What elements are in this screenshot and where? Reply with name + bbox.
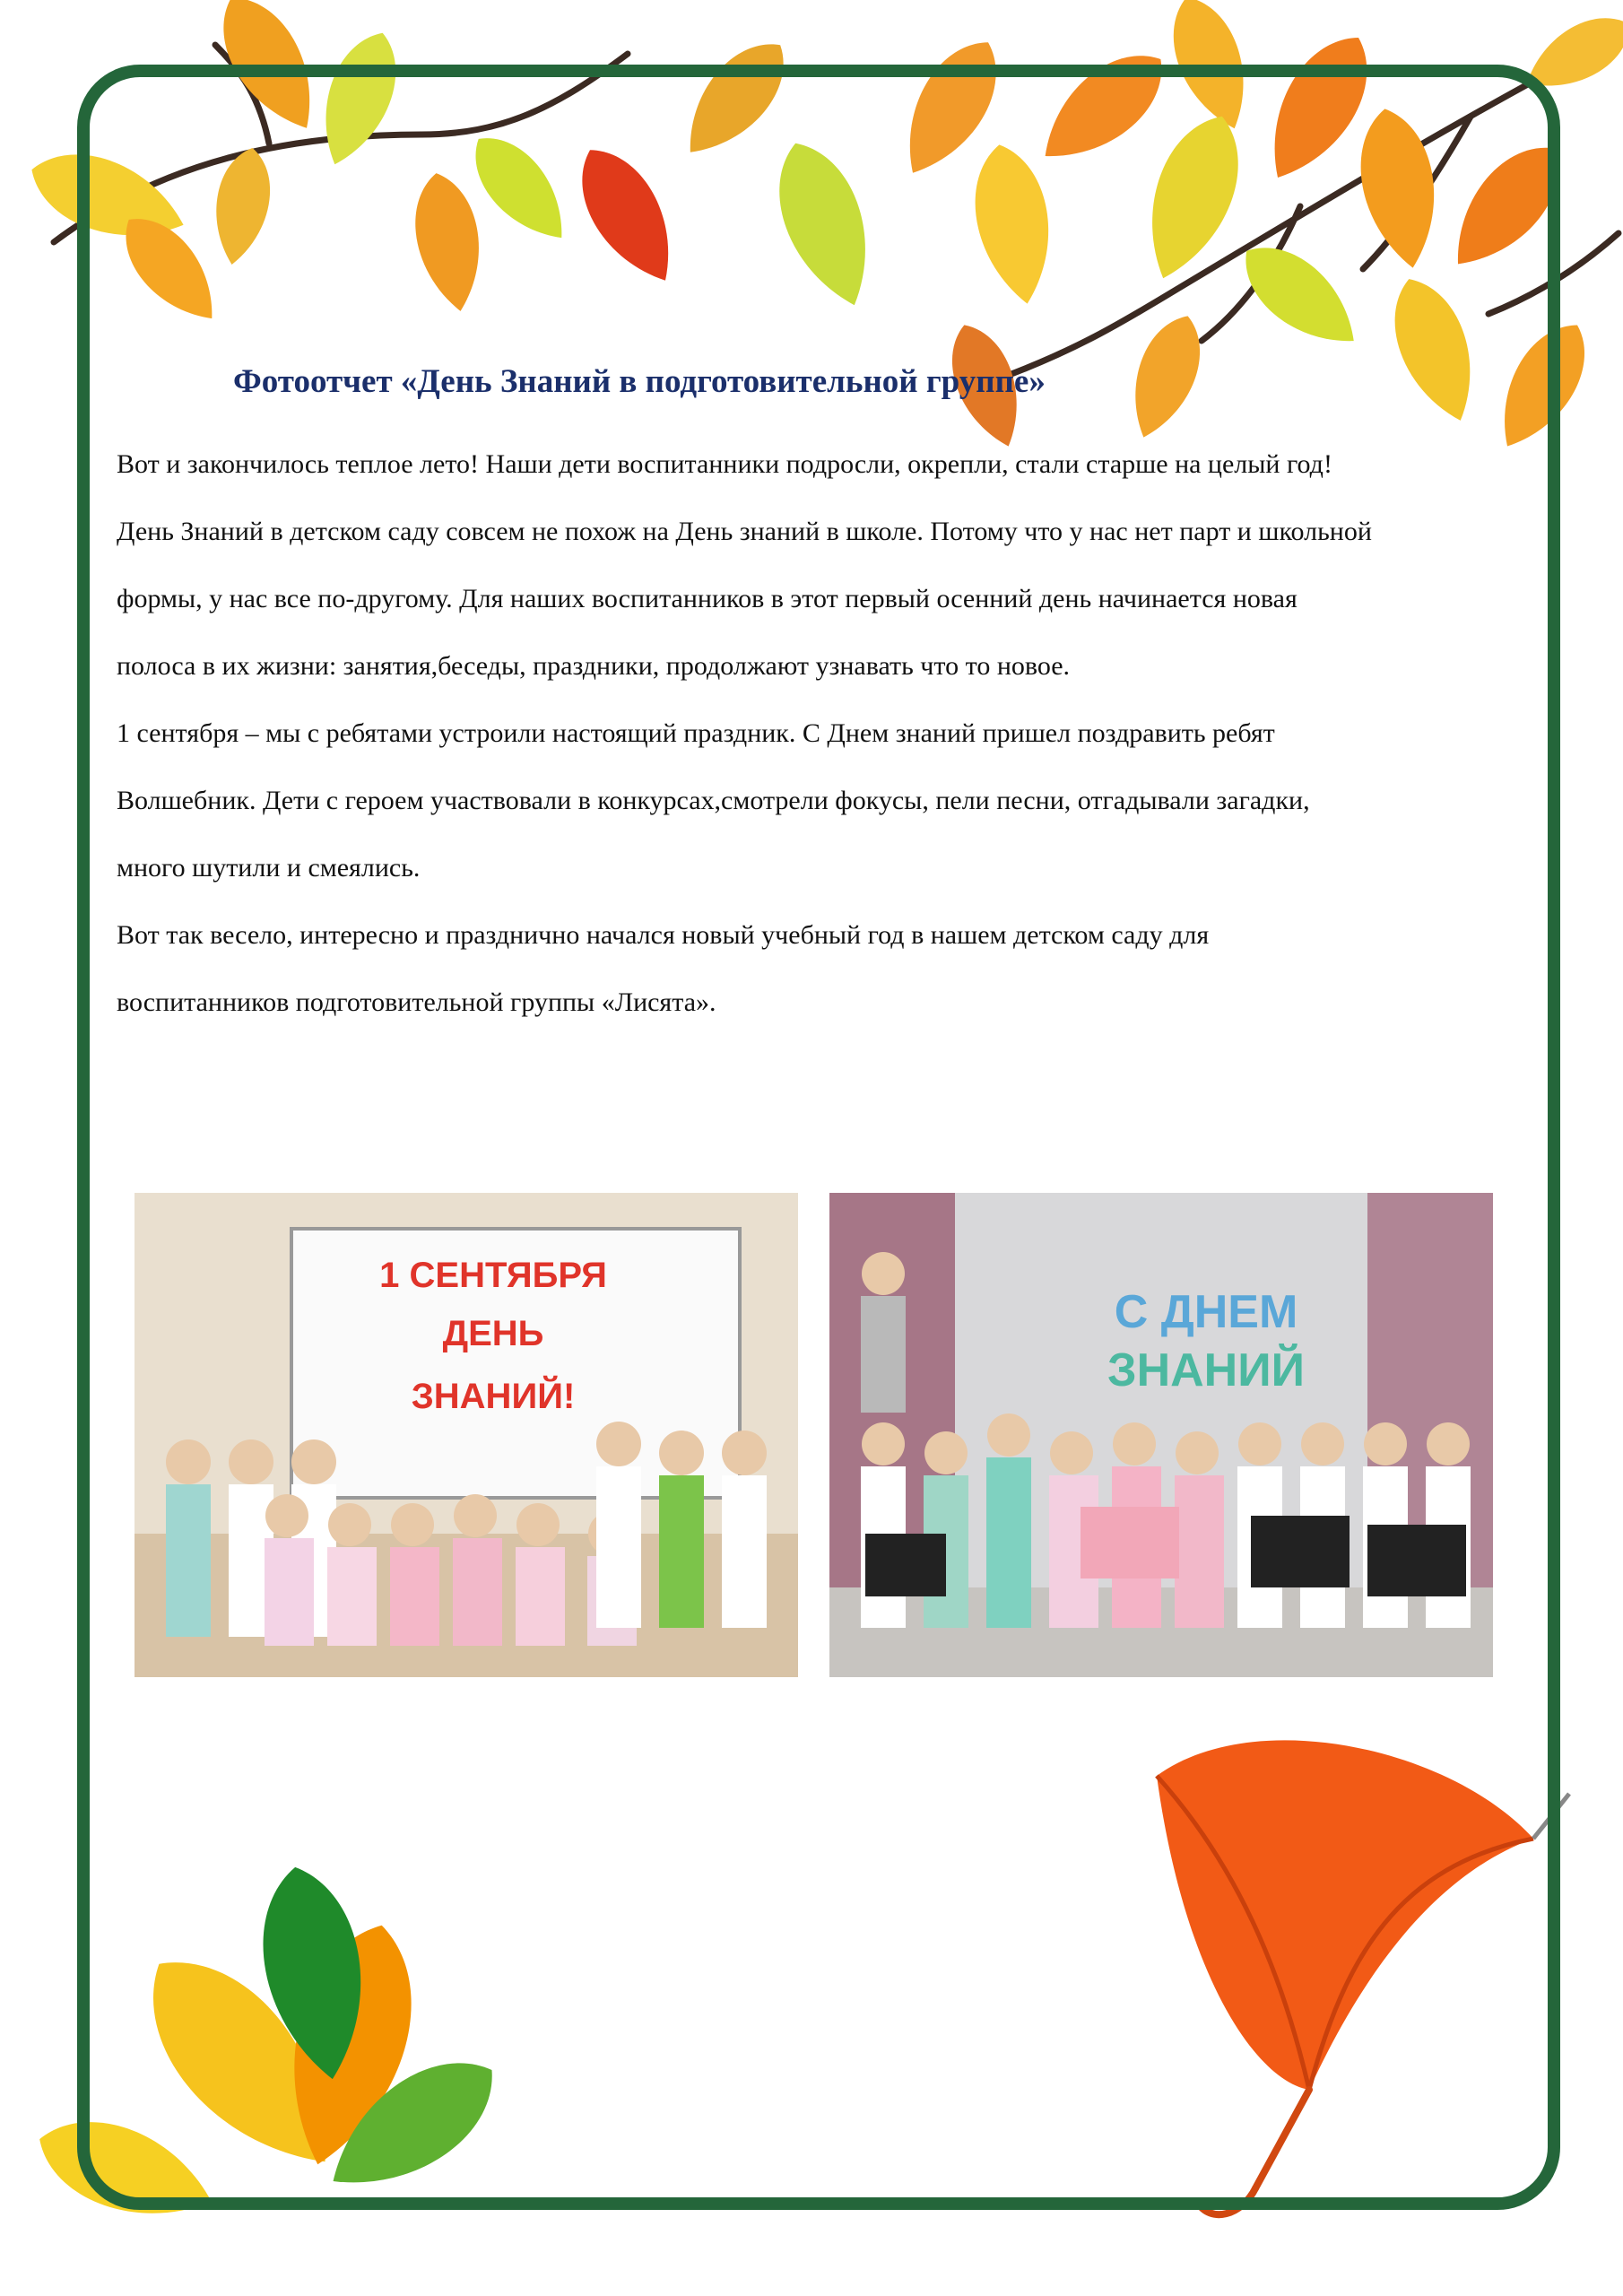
banner-text-row2: ЗНАНИЙ xyxy=(1107,1344,1305,1396)
text-line: формы, у нас все по-другому. Для наших воспитанников в этот первый осенний день начинается новая xyxy=(117,584,1298,613)
banner-text-row1: С ДНЕМ xyxy=(1114,1286,1298,1338)
text-line: воспитанников подготовительной группы «Лисята». xyxy=(117,987,716,1017)
text-line: 1 сентября – мы с ребятами устроили настоящий праздник. С Днем знаний пришел поздравить ребят xyxy=(117,718,1275,748)
text-line: Вот и закончилось теплое лето! Наши дети воспитанники подросли, окрепли, стали старше на целый год! xyxy=(117,449,1332,479)
photo-group-hall xyxy=(829,1193,1493,1677)
text-line: Волшебник. Дети с героем участвовали в конкурсах,смотрели фокусы, пели песни, отгадывали загадки, xyxy=(117,786,1310,815)
photo-group-classroom xyxy=(135,1193,798,1677)
banner-text-row2: ДЕНЬ xyxy=(442,1314,544,1353)
text-line: много шутили и смеялись. xyxy=(117,853,421,883)
text-line: Вот так весело, интересно и празднично начался новый учебный год в нашем детском саду для xyxy=(117,920,1210,950)
text-line: полоса в их жизни: занятия,беседы, праздники, продолжают узнавать что то новое. xyxy=(117,651,1071,681)
banner-text-row1: 1 СЕНТЯБРЯ xyxy=(379,1256,607,1295)
text-line: День Знаний в детском саду совсем не похож на День знаний в школе. Потому что у нас нет парт и школьной xyxy=(117,517,1372,546)
banner-text-row3: ЗНАНИЙ! xyxy=(411,1377,576,1416)
page-title: Фотоотчет «День Знаний в подготовительной группе» xyxy=(233,363,1046,400)
report-text xyxy=(117,430,1533,1036)
